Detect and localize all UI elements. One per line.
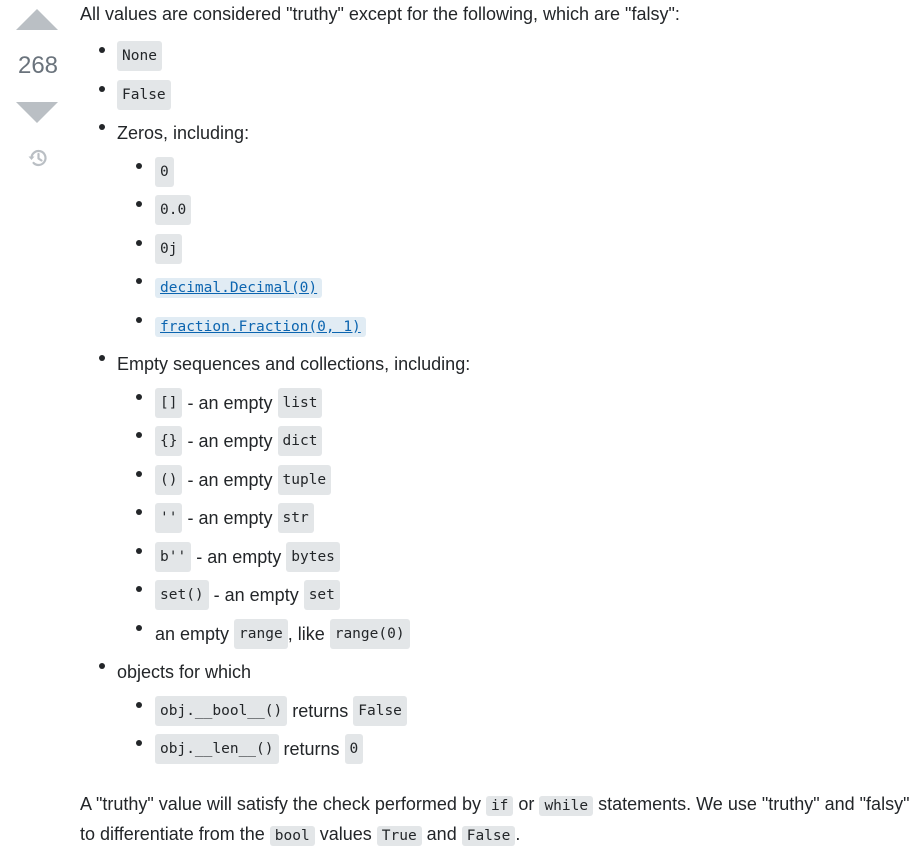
inline-code: if [486, 796, 513, 816]
vote-count: 268 [17, 52, 59, 79]
inline-code: None [117, 41, 162, 71]
intro-paragraph: All values are considered "truthy" except for the following, which are "falsy": [80, 4, 680, 24]
outro-text: . [515, 824, 521, 844]
inline-code: False [353, 696, 407, 726]
fraction-doc-link[interactable] [155, 312, 366, 340]
list-item [117, 692, 910, 731]
outro-text: or [513, 794, 540, 814]
link-code[interactable]: fraction.Fraction(0, 1) [155, 317, 366, 337]
inline-code: range [234, 619, 288, 649]
upvote-arrow-icon[interactable] [16, 9, 58, 30]
inline-code: range(0) [330, 619, 410, 649]
outro-text: values [314, 824, 377, 844]
list-item [117, 499, 910, 538]
inline-code: obj.__len__() [155, 734, 279, 764]
inline-code: bool [270, 826, 315, 846]
list-item-label: Empty sequences and collections, including: [117, 354, 471, 375]
item-text: - an empty [182, 508, 278, 529]
inline-code: dict [278, 426, 323, 456]
link-code[interactable]: decimal.Decimal(0) [155, 278, 322, 298]
item-text: - an empty [208, 585, 304, 606]
inline-code: 0 [345, 734, 364, 764]
objects-list [117, 692, 910, 769]
list-item [80, 653, 910, 769]
list-item [117, 191, 910, 230]
list-item [117, 153, 910, 192]
inline-code: str [278, 503, 314, 533]
inline-code: while [539, 796, 593, 816]
list-item [117, 730, 910, 769]
item-text: returns [287, 700, 354, 721]
item-text: - an empty [182, 431, 278, 452]
item-text: , like [287, 623, 330, 644]
item-text: - an empty [182, 469, 278, 490]
outro-text: A "truthy" value will satisfy the check performed by [80, 794, 486, 814]
list-item [117, 538, 910, 577]
list-item [80, 37, 910, 76]
decimal-doc-link[interactable] [155, 273, 322, 301]
inline-code: tuple [278, 465, 332, 495]
inline-code: () [155, 465, 182, 495]
inline-code: {} [155, 426, 182, 456]
item-text: an empty [155, 623, 235, 644]
inline-code: obj.__bool__() [155, 696, 287, 726]
downvote-arrow-icon[interactable] [16, 102, 58, 123]
inline-code: [] [155, 388, 182, 418]
list-item [117, 615, 910, 654]
outro-paragraph [80, 790, 910, 850]
inline-code: False [117, 80, 171, 110]
inline-code: set [304, 580, 340, 610]
answer-body [80, 0, 910, 769]
list-item [117, 461, 910, 500]
inline-code: 0 [155, 157, 174, 187]
list-item-label: Zeros, including: [117, 123, 250, 144]
list-item-label: objects for which [117, 662, 252, 683]
list-item [117, 422, 910, 461]
list-item [117, 384, 910, 423]
inline-code: bytes [286, 542, 340, 572]
inline-code: '' [155, 503, 182, 533]
list-item [117, 576, 910, 615]
falsy-list [80, 37, 910, 769]
inline-code: False [462, 826, 516, 846]
list-item [117, 307, 910, 346]
inline-code: 0.0 [155, 195, 191, 225]
zeros-list [117, 153, 910, 346]
inline-code: b'' [155, 542, 191, 572]
inline-code: set() [155, 580, 209, 610]
inline-code: 0j [155, 234, 182, 264]
inline-code: list [278, 388, 323, 418]
inline-code: True [377, 826, 422, 846]
item-text: - an empty [191, 546, 287, 567]
empty-collections-list [117, 384, 910, 654]
outro-text: and [421, 824, 462, 844]
list-item [80, 345, 910, 653]
list-item [117, 268, 910, 307]
list-item [80, 114, 910, 345]
history-icon[interactable] [26, 146, 50, 170]
list-item [117, 230, 910, 269]
outro-text: statements. We use "truthy" and "falsy" to differentiate from the [80, 794, 910, 844]
item-text: - an empty [182, 392, 278, 413]
item-text: returns [278, 739, 345, 760]
list-item [80, 76, 910, 115]
